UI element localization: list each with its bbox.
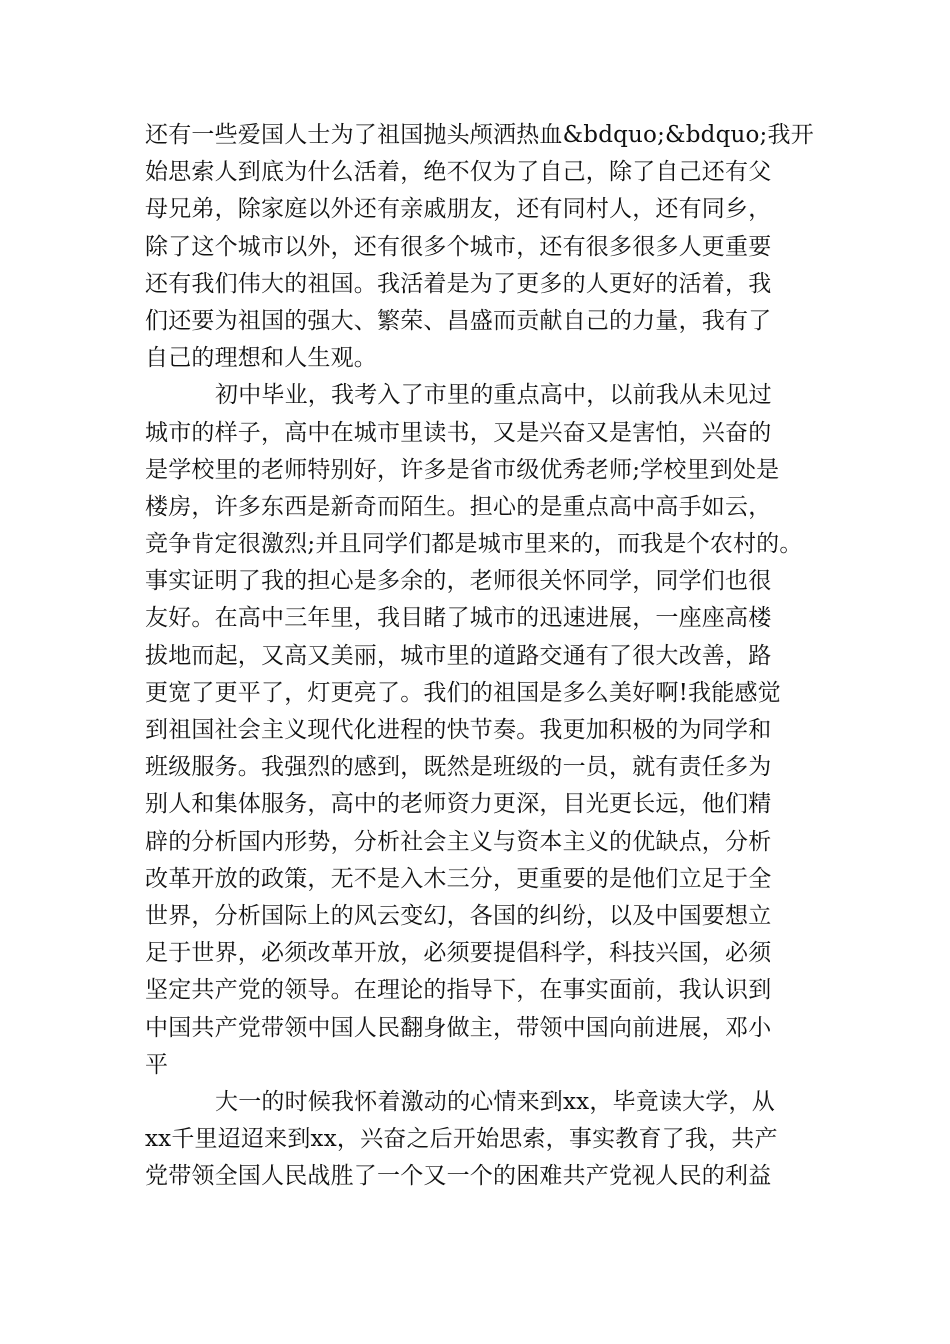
text-line: 除了这个城市以外，还有很多个城市，还有很多很多人更重要 (145, 233, 772, 260)
document-body (145, 117, 814, 1195)
text-line: 党带领全国人民战胜了一个又一个的困难共产党视人民的利益 (145, 1163, 772, 1190)
text-line: 更宽了更平了，灯更亮了。我们的祖国是多么美好啊!我能感觉 (145, 679, 781, 706)
text-line: 到祖国社会主义现代化进程的快节奏。我更加积极的为同学和 (145, 717, 772, 743)
text-line: 竞争肯定很激烈;并且同学们都是城市里来的，而我是个农村的。 (145, 531, 803, 558)
text-line: 们还要为祖国的强大、繁荣、昌盛而贡献自己的力量，我有了 (145, 307, 772, 334)
text-line: 平 (145, 1051, 169, 1078)
text-line: 自己的理想和人生观。 (145, 345, 377, 372)
text-line: 还有一些爱国人士为了祖国抛头颅洒热血&bdquo;&bdquo;我开 (145, 122, 814, 148)
text-line: 中国共产党带领中国人民翻身做主，带领中国向前进展，邓小 (145, 1014, 772, 1041)
text-line: 始思索人到底为什么活着，绝不仅为了自己，除了自己还有父 (145, 159, 772, 186)
text-line: 事实证明了我的担心是多余的，老师很关怀同学，同学们也很 (145, 568, 772, 595)
text-line: 足于世界，必须改革开放，必须要提倡科学，科技兴国，必须 (145, 940, 772, 967)
text-line: 友好。在高中三年里，我目睹了城市的迅速进展，一座座高楼 (145, 605, 772, 632)
paragraph-start-line: 初中毕业，我考入了市里的重点高中，以前我从未见过 (215, 382, 772, 409)
text-line: 改革开放的政策，无不是入木三分，更重要的是他们立足于全 (145, 865, 772, 892)
text-line: 坚定共产党的领导。在理论的指导下，在事实面前，我认识到 (145, 977, 772, 1004)
text-line: 世界，分析国际上的风云变幻，各国的纠纷，以及中国要想立 (145, 902, 772, 929)
text-line: 母兄弟，除家庭以外还有亲戚朋友，还有同村人，还有同乡， (145, 196, 772, 223)
text-line: 是学校里的老师特别好，许多是省市级优秀老师;学校里到处是 (145, 456, 780, 483)
text-line: 楼房，许多东西是新奇而陌生。担心的是重点高中高手如云， (145, 493, 772, 520)
text-line: xx千里迢迢来到xx，兴奋之后开始思索，事实教育了我，共产 (145, 1126, 778, 1153)
paragraph-start-line: 大一的时候我怀着激动的心情来到xx，毕竟读大学，从 (215, 1088, 775, 1115)
text-line: 班级服务。我强烈的感到，既然是班级的一员，就有责任多为 (145, 754, 772, 781)
text-line: 拔地而起，又高又美丽，城市里的道路交通有了很大改善，路 (145, 642, 772, 669)
text-line: 辟的分析国内形势，分析社会主义与资本主义的优缺点，分析 (145, 828, 772, 855)
text-line: 别人和集体服务，高中的老师资力更深，目光更长远，他们精 (145, 791, 772, 818)
text-line: 还有我们伟大的祖国。我活着是为了更多的人更好的活着，我 (145, 270, 772, 297)
text-line: 城市的样子，高中在城市里读书，又是兴奋又是害怕，兴奋的 (145, 419, 772, 446)
